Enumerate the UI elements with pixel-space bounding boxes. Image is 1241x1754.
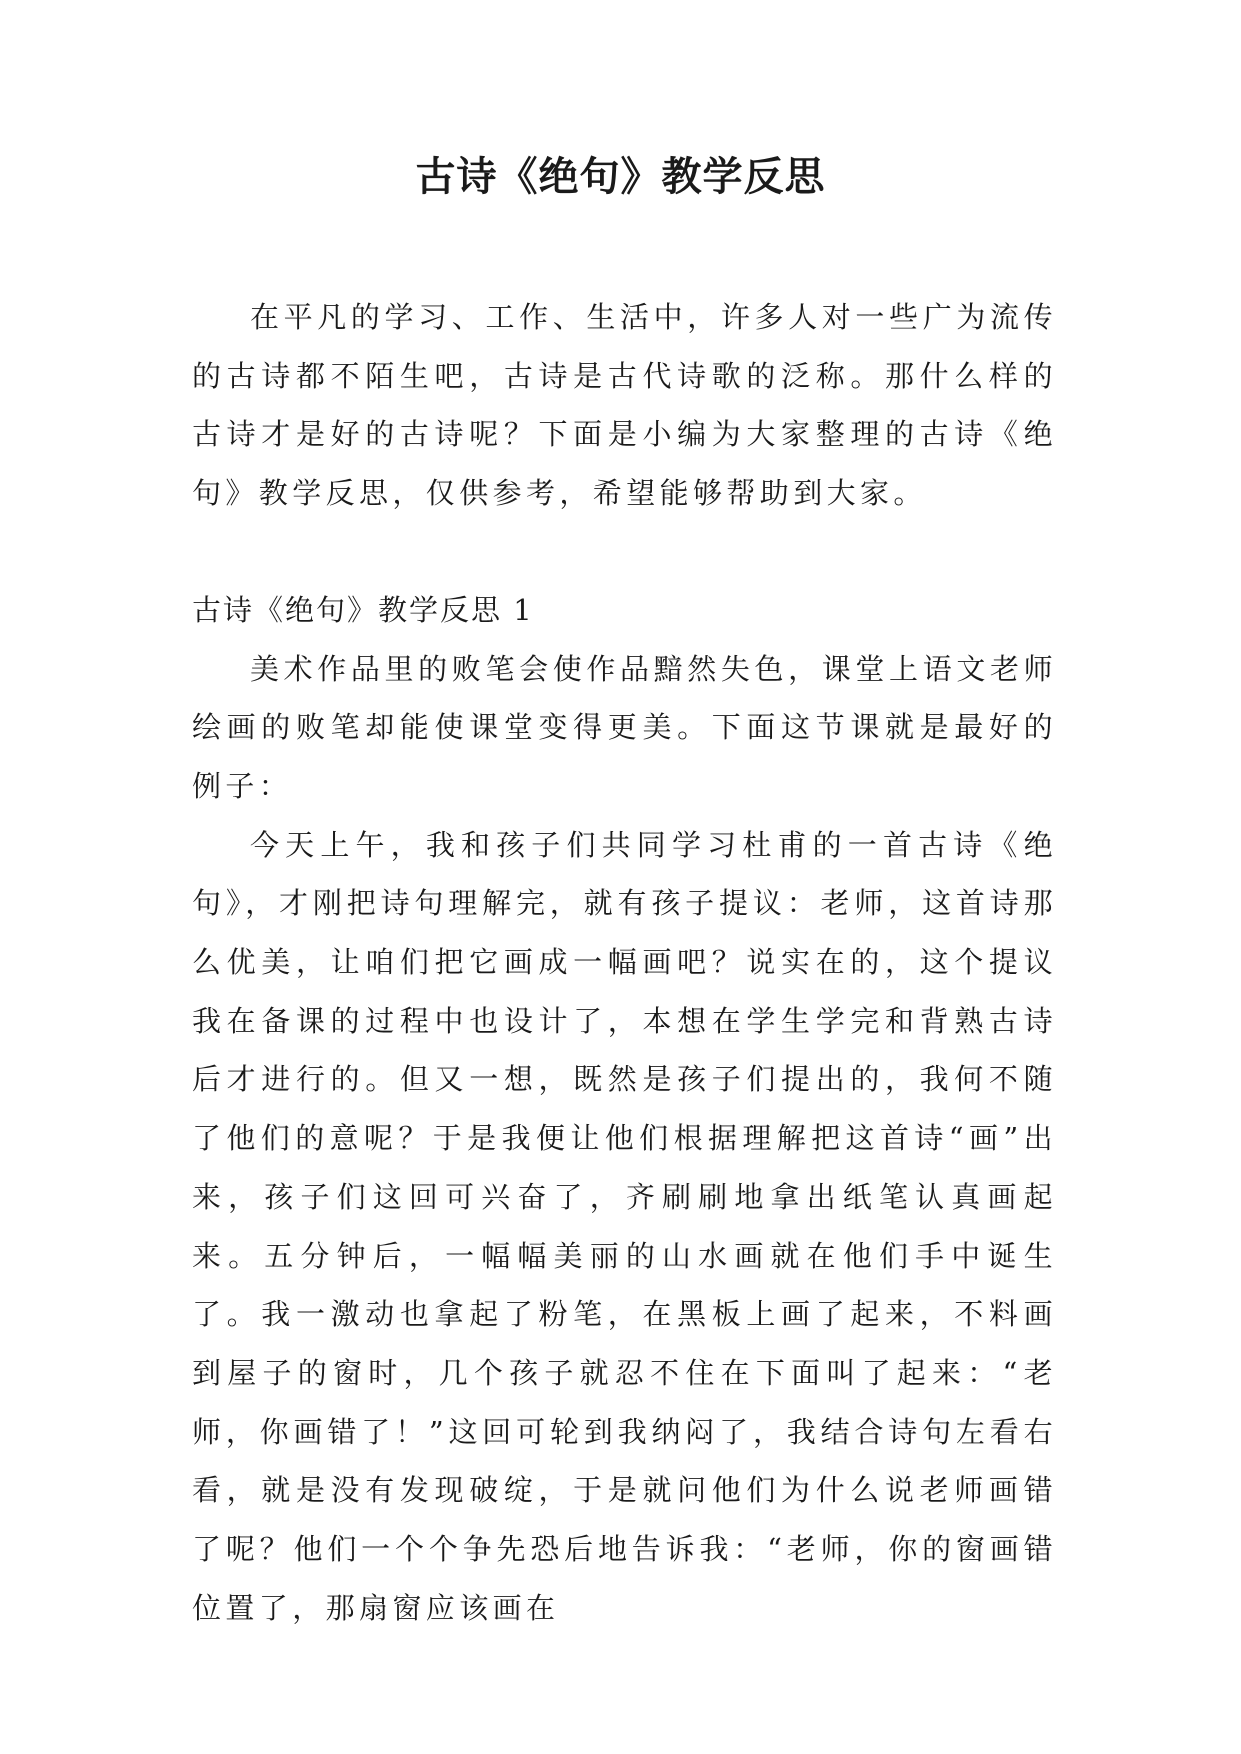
body-paragraph: 美术作品里的败笔会使作品黯然失色，课堂上语文老师绘画的败笔却能使课堂变得更美。下面这节课就是最好的例子：: [192, 651, 1057, 803]
document-title: 古诗《绝句》教学反思: [415, 154, 826, 200]
body-paragraph: 今天上午，我和孩子们共同学习杜甫的一首古诗《绝句》，才刚把诗句理解完，就有孩子提议：老师，这首诗那么优美，让咱们把它画成一幅画吧？说实在的，这个提议我在备课的过程中也设计了，本想在学生学完和背熟古诗后才进行的。但又一想，既然是孩子们提出的，我何不随了他们的意呢？于是我便让他们根据理解把这首诗“画”出来，孩子们这回可兴奋了，齐刷刷地拿出纸笔认真画起来。五分钟后，一幅幅美丽的山水画就在他们手中诞生了。我一激动也拿起了粉笔，在黑板上画了起来，不料画到屋子的窗时，几个孩子就忍不住在下面叫了起来：“老师，你画错了！”这回可轮到我纳闷了，我结合诗句左看右看，就是没有发现破绽，于是就问他们为什么说老师画错了呢？他们一个个争先恐后地告诉我：“老师，你的窗画错位置了，那扇窗应该画在: [192, 827, 1057, 1625]
intro-paragraph: 在平凡的学习、工作、生活中，许多人对一些广为流传的古诗都不陌生吧，古诗是古代诗歌的泛称。那什么样的古诗才是好的古诗呢？下面是小编为大家整理的古诗《绝句》教学反思，仅供参考，希望能够帮助到大家。: [192, 300, 1057, 511]
document-body: [192, 288, 1057, 1637]
section-heading: 古诗《绝句》教学反思 1: [192, 592, 534, 627]
